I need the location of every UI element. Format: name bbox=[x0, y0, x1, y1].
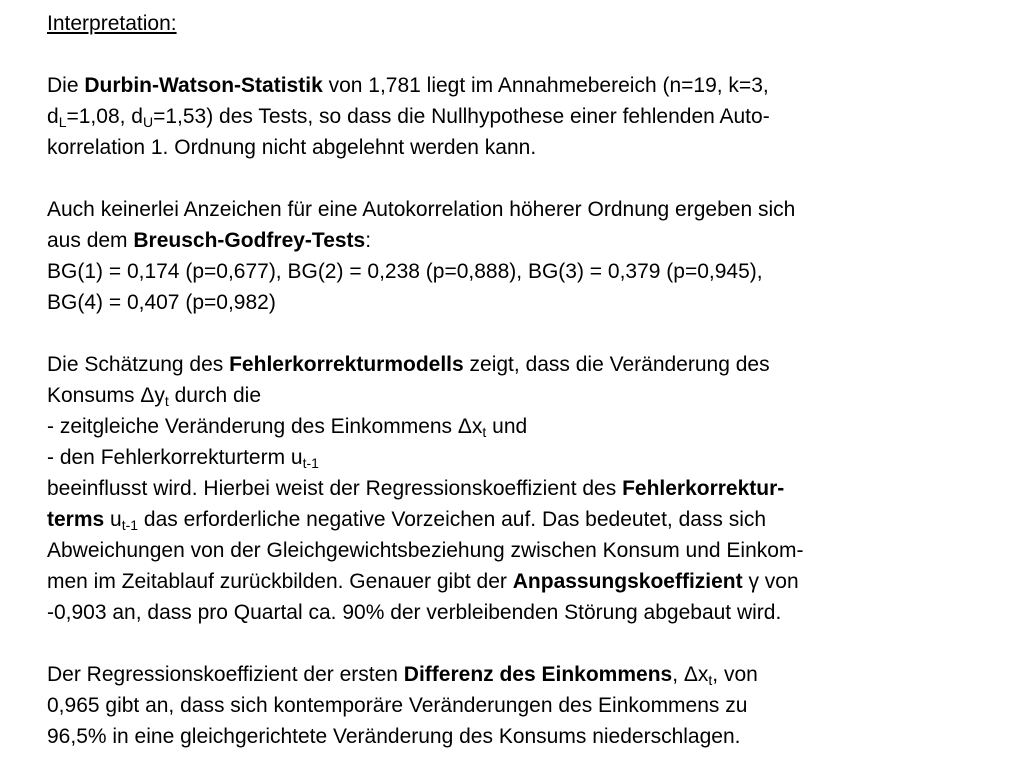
text: =1,08, d bbox=[66, 105, 143, 128]
heading-line bbox=[47, 8, 977, 39]
p2-line3: BG(1) = 0,174 (p=0,677), BG(2) = 0,238 (p=0,888), BG(3) = 0,379 (p=0,945), bbox=[47, 260, 763, 283]
subscript: t-1 bbox=[121, 517, 139, 533]
text: aus dem bbox=[47, 229, 134, 252]
p4-line2: 0,965 gibt an, dass sich kontemporäre Veränderungen des Einkommens zu bbox=[47, 694, 748, 717]
p4-line3: 96,5% in eine gleichgerichtete Veränderung des Konsums niederschlagen. bbox=[47, 725, 741, 748]
p2-line4: BG(4) = 0,407 (p=0,982) bbox=[47, 291, 276, 314]
p3-line3 bbox=[47, 411, 977, 442]
text: u bbox=[104, 508, 122, 531]
text: : bbox=[365, 229, 372, 252]
p3-line6 bbox=[47, 504, 977, 535]
text: zeigt, dass die Veränderung des bbox=[463, 353, 770, 376]
spacer bbox=[47, 163, 977, 194]
term-fehlerkorrekturterm-cont: terms bbox=[47, 508, 105, 531]
text: - zeitgleiche Veränderung des Einkommens Δx bbox=[47, 415, 483, 438]
p1-line2 bbox=[47, 101, 977, 132]
term-anpassungskoeffizient: Anpassungskoeffizient bbox=[512, 570, 743, 593]
term-fehlerkorrekturmodell: Fehlerkorrekturmodells bbox=[229, 353, 464, 376]
text: durch die bbox=[168, 384, 262, 407]
spacer bbox=[47, 318, 977, 349]
text: von 1,781 liegt im Annahmebereich (n=19, k=3, bbox=[322, 74, 769, 97]
text: und bbox=[486, 415, 528, 438]
term-fehlerkorrekturterm: Fehlerkorrektur- bbox=[622, 477, 785, 500]
heading: Interpretation: bbox=[47, 12, 177, 35]
p3-line4 bbox=[47, 442, 977, 473]
p3-line9: -0,903 an, dass pro Quartal ca. 90% der verbleibenden Störung abgebaut wird. bbox=[47, 601, 782, 624]
text: d bbox=[47, 105, 59, 128]
subscript: t bbox=[482, 424, 487, 440]
subscript: U bbox=[142, 114, 154, 130]
text: Konsums Δy bbox=[47, 384, 165, 407]
text: =1,53) des Tests, so dass die Nullhypothese einer fehlenden Auto- bbox=[153, 105, 770, 128]
subscript: t bbox=[708, 672, 713, 688]
p2-line1: Auch keinerlei Anzeichen für eine Autokorrelation höherer Ordnung ergeben sich bbox=[47, 198, 796, 221]
p3-line7: Abweichungen von der Gleichgewichtsbeziehung zwischen Konsum und Einkom- bbox=[47, 539, 804, 562]
subscript: L bbox=[58, 114, 67, 130]
spacer bbox=[47, 39, 977, 70]
term-durbin-watson: Durbin-Watson-Statistik bbox=[84, 74, 323, 97]
document-text bbox=[47, 8, 977, 752]
spacer bbox=[47, 628, 977, 659]
text: beeinflusst wird. Hierbei weist der Regressionskoeffizient des bbox=[47, 477, 623, 500]
term-breusch-godfrey: Breusch-Godfrey-Tests bbox=[133, 229, 366, 252]
term-differenz-einkommen: Differenz des Einkommens bbox=[403, 663, 673, 686]
text: - den Fehlerkorrekturterm u bbox=[47, 446, 303, 469]
p4-line1 bbox=[47, 659, 977, 690]
subscript: t bbox=[164, 393, 169, 409]
p2-line2 bbox=[47, 225, 977, 256]
p1-line3: korrelation 1. Ordnung nicht abgelehnt werden kann. bbox=[47, 136, 537, 159]
p3-line8 bbox=[47, 566, 977, 597]
text: Die bbox=[47, 74, 85, 97]
p3-line5 bbox=[47, 473, 977, 504]
p1-line1 bbox=[47, 70, 977, 101]
p3-line2 bbox=[47, 380, 977, 411]
text: Die Schätzung des bbox=[47, 353, 230, 376]
text: men im Zeitablauf zurückbilden. Genauer gibt der bbox=[47, 570, 513, 593]
text: , von bbox=[712, 663, 758, 686]
text: , Δx bbox=[672, 663, 709, 686]
p3-line1 bbox=[47, 349, 977, 380]
text: Der Regressionskoeffizient der ersten bbox=[47, 663, 404, 686]
subscript: t-1 bbox=[302, 455, 319, 471]
text: γ von bbox=[742, 570, 799, 593]
text: das erforderliche negative Vorzeichen auf. Das bedeutet, dass sich bbox=[138, 508, 767, 531]
